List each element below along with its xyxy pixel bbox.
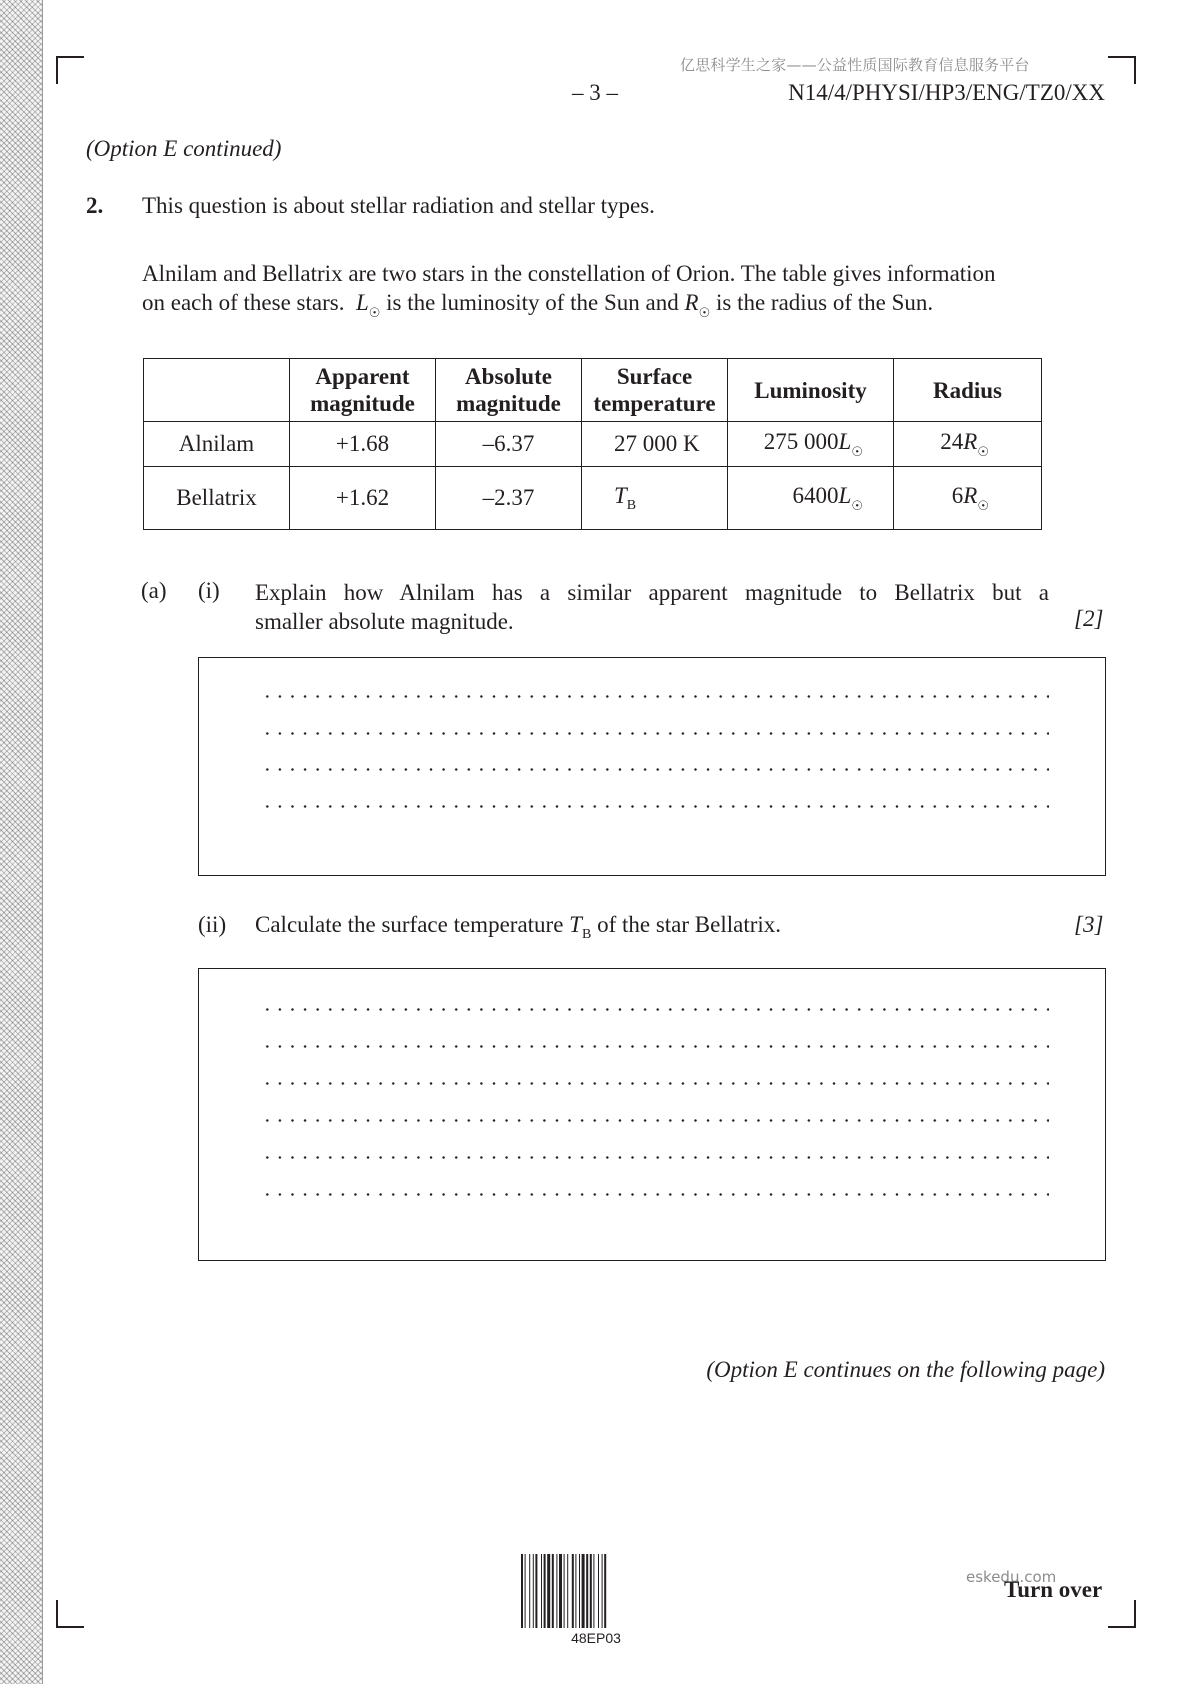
part-a-ii-question: Calculate the surface temperature $T_B$ of the star Bellatrix. (255, 912, 782, 942)
barcode-stripe (575, 1554, 576, 1628)
answer-line[interactable] (261, 1156, 1049, 1159)
part-a-label: (a) (141, 578, 167, 603)
table-header-blank (144, 359, 290, 422)
question-intro: This question is about stellar radiation and stellar types. (142, 193, 655, 218)
barcode-stripe (567, 1554, 568, 1628)
answer-line[interactable] (261, 1008, 1049, 1011)
barcode (521, 1554, 671, 1628)
answer-box-a-ii[interactable] (198, 968, 1106, 1261)
barcode-stripe (564, 1554, 565, 1628)
apparent-magnitude-cell: +1.62 (290, 467, 436, 530)
barcode-stripe (541, 1554, 542, 1628)
radius-cell: $6R_☉$ (894, 467, 1042, 530)
barcode-stripe (547, 1554, 550, 1628)
part-a-ii-marks: [3] (1074, 912, 1104, 937)
table-header-absolute-magnitude: Absolute magnitude (436, 359, 582, 422)
answer-line[interactable] (261, 1119, 1049, 1122)
table-header-radius: Radius (894, 359, 1042, 422)
barcode-stripe (598, 1554, 599, 1628)
barcode-stripe (593, 1554, 594, 1628)
barcode-stripe (602, 1554, 603, 1628)
crop-mark-top-right (1108, 56, 1136, 84)
question-body (142, 259, 1050, 327)
question-number: 2. (86, 193, 104, 218)
barcode-stripe (552, 1554, 554, 1628)
answer-line[interactable] (261, 1082, 1049, 1085)
barcode-stripe (535, 1554, 537, 1628)
answer-line[interactable] (261, 695, 1049, 698)
watermark-bottom: eskedu.com (966, 1568, 1057, 1586)
barcode-stripe (604, 1554, 606, 1628)
page-number: – 3 – (572, 80, 618, 105)
answer-line[interactable] (261, 732, 1049, 735)
surface-temperature-cell: $T_B$ (582, 467, 728, 530)
option-continues-note: (Option E continues on the following page) (706, 1357, 1105, 1382)
scan-edge-strip (0, 0, 43, 1684)
part-a-i-question: Explain how Alnilam has a similar apparent magnitude to Bellatrix but a smaller absolute magnitude. (255, 580, 1049, 634)
barcode-stripe (525, 1554, 526, 1628)
barcode-stripe (572, 1554, 574, 1628)
part-a-i-label: (i) (198, 578, 220, 603)
table-header-apparent-magnitude: Apparent magnitude (290, 359, 436, 422)
answer-line[interactable] (261, 1193, 1049, 1196)
part-a-ii-label: (ii) (198, 912, 227, 937)
barcode-stripe (579, 1554, 580, 1628)
barcode-label: 48EP03 (571, 1630, 621, 1646)
barcode-stripe (556, 1554, 557, 1628)
table-header-surface-temperature: Surface temperature (582, 359, 728, 422)
barcode-stripe (590, 1554, 592, 1628)
table-row (144, 467, 1042, 530)
star-name: Alnilam (144, 422, 290, 467)
answer-line[interactable] (261, 805, 1049, 808)
part-a-i-marks: [2] (1074, 606, 1104, 631)
luminosity-cell: $6400L_☉$ (728, 467, 894, 530)
luminosity-cell: 275 $000L_☉$ (728, 422, 894, 467)
star-data-table (143, 358, 1042, 530)
barcode-stripe (582, 1554, 585, 1628)
sun-radius-symbol: R (684, 290, 699, 315)
answer-line[interactable] (261, 768, 1049, 771)
crop-mark-bottom-left (56, 1600, 84, 1628)
paper-code: N14/4/PHYSI/HP3/ENG/TZ0/XX (788, 80, 1105, 105)
radius-cell: $24R_☉$ (894, 422, 1042, 467)
question-body-line-2: on each of these stars. $L_☉$ is the luminosity of the Sun and $R_☉$ is the radius of the Sun. (142, 290, 934, 320)
table-header-luminosity: Luminosity (728, 359, 894, 422)
absolute-magnitude-cell: –6.37 (436, 422, 582, 467)
sun-luminosity-symbol: L (355, 290, 369, 315)
option-continued-label: (Option E continued) (86, 136, 282, 161)
barcode-stripe (544, 1554, 546, 1628)
turn-over-label: Turn over (1004, 1577, 1103, 1602)
crop-mark-top-left (56, 56, 84, 84)
barcode-stripe (586, 1554, 588, 1628)
table-row (144, 422, 1042, 467)
crop-mark-bottom-right (1108, 1600, 1136, 1628)
answer-box-a-i[interactable] (198, 657, 1106, 876)
barcode-stripe (533, 1554, 534, 1628)
answer-line[interactable] (261, 1045, 1049, 1048)
barcode-stripe (529, 1554, 530, 1628)
watermark-top: 亿思科学生之家——公益性质国际教育信息服务平台 (680, 56, 1030, 74)
barcode-stripe (559, 1554, 562, 1628)
absolute-magnitude-cell: –2.37 (436, 467, 582, 530)
star-name: Bellatrix (144, 467, 290, 530)
barcode-stripe (521, 1554, 523, 1628)
surface-temperature-cell: 27 000 K (582, 422, 728, 467)
table-header-row (144, 359, 1042, 422)
question-body-line-1: Alnilam and Bellatrix are two stars in the constellation of Orion. The table gives information (142, 261, 996, 286)
apparent-magnitude-cell: +1.68 (290, 422, 436, 467)
